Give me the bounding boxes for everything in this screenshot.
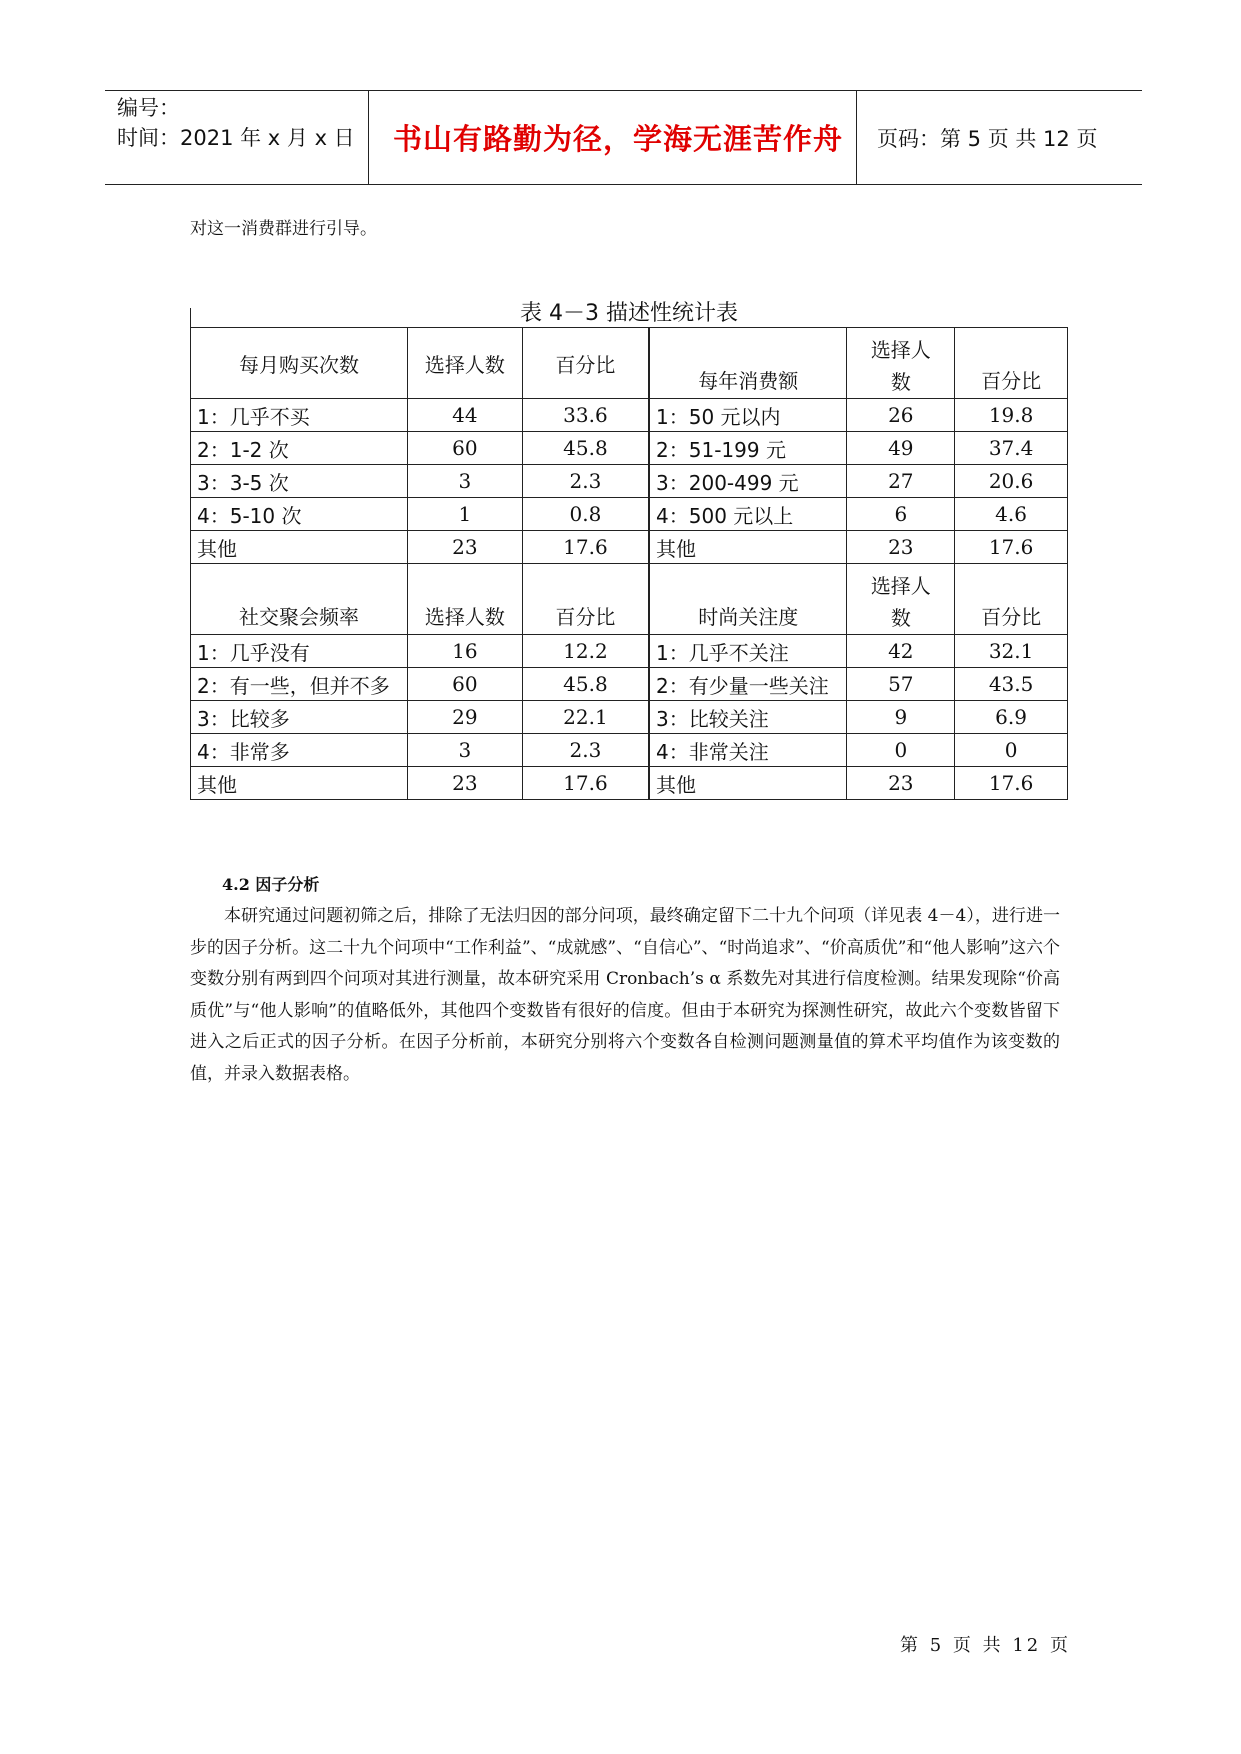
table-cell: 45.8 [522, 432, 649, 465]
table-cell: 17.6 [955, 531, 1068, 564]
header-cell: 每月购买次数 [191, 328, 408, 399]
table-cell: 9 [847, 701, 955, 734]
document-number-label: 编号： [117, 96, 180, 120]
table-row [191, 399, 1068, 432]
table-cell: 60 [407, 432, 522, 465]
table-row [191, 701, 1068, 734]
table-cell: 26 [847, 399, 955, 432]
table-cell: 44 [407, 399, 522, 432]
table-cell: 4：非常关注 [649, 734, 847, 767]
table-row [191, 465, 1068, 498]
table-cell: 4：非常多 [191, 734, 408, 767]
table-row [191, 432, 1068, 465]
lead-text: 对这一消费群进行引导。 [190, 219, 377, 239]
table-cell: 43.5 [955, 668, 1068, 701]
table-cell: 4：500 元以上 [649, 498, 847, 531]
table-cell: 1：几乎不关注 [649, 635, 847, 668]
header-divider [368, 91, 369, 184]
descriptive-stats-table [190, 327, 1068, 800]
table-cell: 0 [847, 734, 955, 767]
header-page-label: 页码：第 5 页 共 12 页 [877, 126, 1098, 151]
table-cell: 2.3 [522, 734, 649, 767]
table-cell: 3：3-5 次 [191, 465, 408, 498]
table-row [191, 767, 1068, 800]
table-cell: 其他 [191, 531, 408, 564]
table-row [191, 635, 1068, 668]
table-cell: 6.9 [955, 701, 1068, 734]
table-cell: 2：1-2 次 [191, 432, 408, 465]
table-cell: 1 [407, 498, 522, 531]
table-cell: 2：有少量一些关注 [649, 668, 847, 701]
table-cell: 23 [407, 531, 522, 564]
table-cell: 2：51-199 元 [649, 432, 847, 465]
table-cell: 1：50 元以内 [649, 399, 847, 432]
table-cell: 其他 [191, 767, 408, 800]
table-cell: 23 [847, 531, 955, 564]
body-paragraph [190, 901, 1060, 1090]
header-cell: 百分比 [955, 328, 1068, 399]
table-row [191, 734, 1068, 767]
table-cell: 37.4 [955, 432, 1068, 465]
table-header-row [191, 328, 1068, 399]
table-cell: 17.6 [955, 767, 1068, 800]
table-cell: 60 [407, 668, 522, 701]
table-row [191, 668, 1068, 701]
page-footer: 第 5 页 共 12 页 [900, 1635, 1071, 1656]
document-time-label: 时间：2021 年 x 月 x 日 [117, 126, 355, 150]
table-cell: 3：200-499 元 [649, 465, 847, 498]
table-cell: 0.8 [522, 498, 649, 531]
table-cell: 17.6 [522, 531, 649, 564]
header-cell: 社交聚会频率 [191, 564, 408, 635]
header-cell: 每年消费额 [649, 328, 847, 399]
table-cell: 29 [407, 701, 522, 734]
table-row [191, 531, 1068, 564]
header-cell: 选择人数 [847, 328, 955, 399]
header-cell: 选择人数 [407, 564, 522, 635]
header-divider [856, 91, 857, 184]
table-cell: 2.3 [522, 465, 649, 498]
table-cell: 19.8 [955, 399, 1068, 432]
table-cell: 6 [847, 498, 955, 531]
table-cell: 1：几乎不买 [191, 399, 408, 432]
table-cell: 17.6 [522, 767, 649, 800]
table-cell: 27 [847, 465, 955, 498]
header-cell: 百分比 [955, 564, 1068, 635]
table-cell: 4：5-10 次 [191, 498, 408, 531]
table-cell: 45.8 [522, 668, 649, 701]
table-cell: 22.1 [522, 701, 649, 734]
table-cell: 1：几乎没有 [191, 635, 408, 668]
table-cell: 其他 [649, 767, 847, 800]
table-caption: 表 4－3 描述性统计表 [520, 301, 738, 326]
table-cell: 42 [847, 635, 955, 668]
section-title: 4.2 因子分析 [222, 875, 320, 894]
table-cell: 23 [847, 767, 955, 800]
table-cell: 23 [407, 767, 522, 800]
header-meta [117, 93, 367, 153]
table-edge [190, 308, 191, 328]
page-header [105, 90, 1142, 185]
header-motto: 书山有路勤为径，学海无涯苦作舟 [392, 122, 843, 156]
table-cell: 16 [407, 635, 522, 668]
body-paragraph-text: 本研究通过问题初筛之后，排除了无法归因的部分问项，最终确定留下二十九个问项（详见表 4－4），进行进一步的因子分析。这二十九个问项中“工作利益”、“成就感”、“自信心”、“时尚追求”、“价高质优”和“他人影响”这六个变数分别有两到四个问项对其进行测量，故本研究采用 Cronbach’s α 系数先对其进行信度检测。结果发现除“价高质优”与“他人影响”的值略低外，其他四个变数皆有很好的信度。但由于本研究为探测性研究，故此六个变数皆留下进入之后正式的因子分析。在因子分析前，本研究分别将六个变数各自检测问题测量值的算术平均值作为该变数的值，并录入数据表格。 [190, 906, 1060, 1084]
table-cell: 49 [847, 432, 955, 465]
table-row [191, 498, 1068, 531]
table-cell: 0 [955, 734, 1068, 767]
table-cell: 3：比较多 [191, 701, 408, 734]
table-cell: 其他 [649, 531, 847, 564]
table-cell: 57 [847, 668, 955, 701]
header-cell: 时尚关注度 [649, 564, 847, 635]
table-cell: 2：有一些，但并不多 [191, 668, 408, 701]
table-cell: 33.6 [522, 399, 649, 432]
header-cell: 选择人数 [407, 328, 522, 399]
table-cell: 4.6 [955, 498, 1068, 531]
header-cell: 百分比 [522, 328, 649, 399]
table-header-row [191, 564, 1068, 635]
table-cell: 3：比较关注 [649, 701, 847, 734]
table-cell: 20.6 [955, 465, 1068, 498]
header-cell: 选择人数 [847, 564, 955, 635]
table-cell: 12.2 [522, 635, 649, 668]
table-cell: 3 [407, 734, 522, 767]
header-cell: 百分比 [522, 564, 649, 635]
table-cell: 3 [407, 465, 522, 498]
table-cell: 32.1 [955, 635, 1068, 668]
